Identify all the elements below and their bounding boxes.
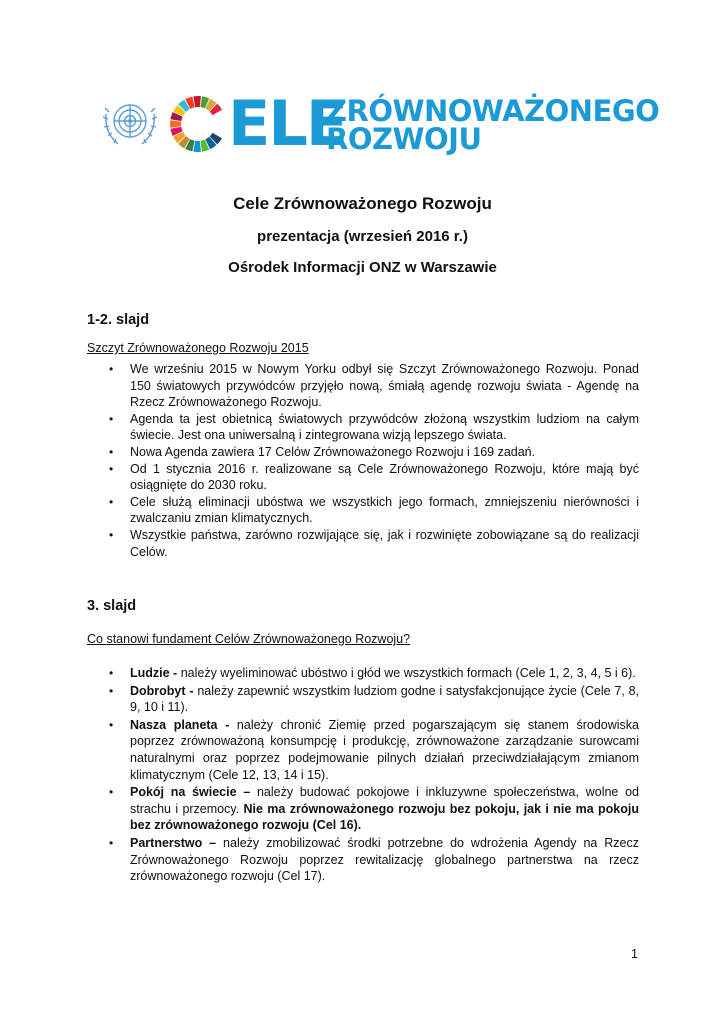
brand-line-1: ZRÓWNOWAŻONEGO <box>326 94 660 128</box>
logo-word: ELE <box>228 87 347 160</box>
sdg-wheel-segment <box>170 120 181 128</box>
list-item: • Cele służą eliminacji ubóstwa we wszystkich jego formach, zmniejszeniu nierówności i zwalczaniu zmian klimatycznych. <box>109 494 639 526</box>
section-subheading-2: Co stanowi fundament Celów Zrównoważonego Rozwoju? <box>87 632 411 646</box>
brand-line-2: ROZWOJU <box>326 122 482 156</box>
bullet-icon: • <box>109 785 114 800</box>
sdg-wheel-icon <box>168 94 228 154</box>
bullet-icon: • <box>109 444 114 459</box>
list-item: • Dobrobyt - należy zapewnić wszystkim ludziom godne i satysfakcjonujące życie (Cele 7, 8, 9, 10 i 11). <box>109 683 639 715</box>
bullet-icon: • <box>109 494 114 509</box>
sdg-wheel-segment <box>193 141 201 152</box>
bullet-icon: • <box>109 461 114 476</box>
page-number: 1 <box>631 947 638 961</box>
section-2-bullet-list <box>106 665 639 886</box>
bullet-icon: • <box>109 683 114 698</box>
list-item: • Agenda ta jest obietnicą światowych przywódców złożoną wszystkim ludziom na całym świecie. Jest ona uniwersalną i zintegrowana wizją lepszego świata. <box>109 411 639 443</box>
section-subheading-1: Szczyt Zrównoważonego Rozwoju 2015 <box>87 341 309 355</box>
sdg-wheel-segment <box>193 96 201 107</box>
list-item: • Od 1 stycznia 2016 r. realizowane są Cele Zrównoważonego Rozwoju, które mają być osiągnięte do 2030 roku. <box>109 461 639 493</box>
list-item: • We wrześniu 2015 w Nowym Yorku odbył się Szczyt Zrównoważonego Rozwoju. Ponad 150 światowych przywódców przyjęło nową, śmiałą agendę rozwoju świata - Agendę na Rzecz Zrównoważonego Rozwoju. <box>109 362 639 410</box>
section-heading-1: 1-2. slajd <box>87 312 150 328</box>
document-title: Cele Zrównoważonego Rozwoju <box>233 194 492 213</box>
bullet-icon: • <box>109 527 114 542</box>
bullet-icon: • <box>109 362 114 376</box>
list-item: • Wszystkie państwa, zarówno rozwijające się, jak i rozwinięte zobowiązane są do realizacji Celów. <box>109 527 639 559</box>
bullet-icon: • <box>109 666 114 680</box>
section-heading-2: 3. slajd <box>87 598 137 614</box>
section-1-bullet-list <box>106 361 639 560</box>
un-emblem-icon <box>100 92 160 152</box>
list-item: • Nowa Agenda zawiera 17 Celów Zrównoważonego Rozwoju i 169 zadań. <box>109 444 536 459</box>
list-item: • Nasza planeta - należy chronić Ziemię przed pogarszającym się stanem środowiska poprzez zrównoważoną konsumpcję i produkcję, zrównoważone zarządzanie surowcami naturalnymi oraz poprzez podejmowanie pilnych działań przeciwdziałającym zmianom klimatycznym (Cele 12, 13, 14 i 15). <box>109 717 639 782</box>
header-banner <box>100 87 660 162</box>
document-subtitle: prezentacja (wrzesień 2016 r.) <box>257 228 468 245</box>
list-item: • Pokój na świecie – należy budować pokojowe i inkluzywne społeczeństwa, wolne od strachu i przemocy. Nie ma zrównoważonego rozwoju bez pokoju, jak i nie ma pokoju bez zrównoważonego rozwoju (Cel 16). <box>109 785 640 833</box>
bullet-icon: • <box>109 411 114 426</box>
bullet-icon: • <box>109 835 114 850</box>
list-item: • Ludzie - należy wyeliminować ubóstwo i głód we wszystkich formach (Cele 1, 2, 3, 4, 5 i 6). <box>109 666 636 680</box>
document-organization: Ośrodek Informacji ONZ w Warszawie <box>228 259 497 276</box>
bullet-icon: • <box>109 717 114 732</box>
list-item: • Partnerstwo – należy zmobilizować środki potrzebne do wdrożenia Agendy na Rzecz Zrównoważonego Rozwoju poprzez rewitalizację globalnego partnerstwa na rzecz zrównoważonego rozwoju (Cel 17). <box>109 835 639 884</box>
